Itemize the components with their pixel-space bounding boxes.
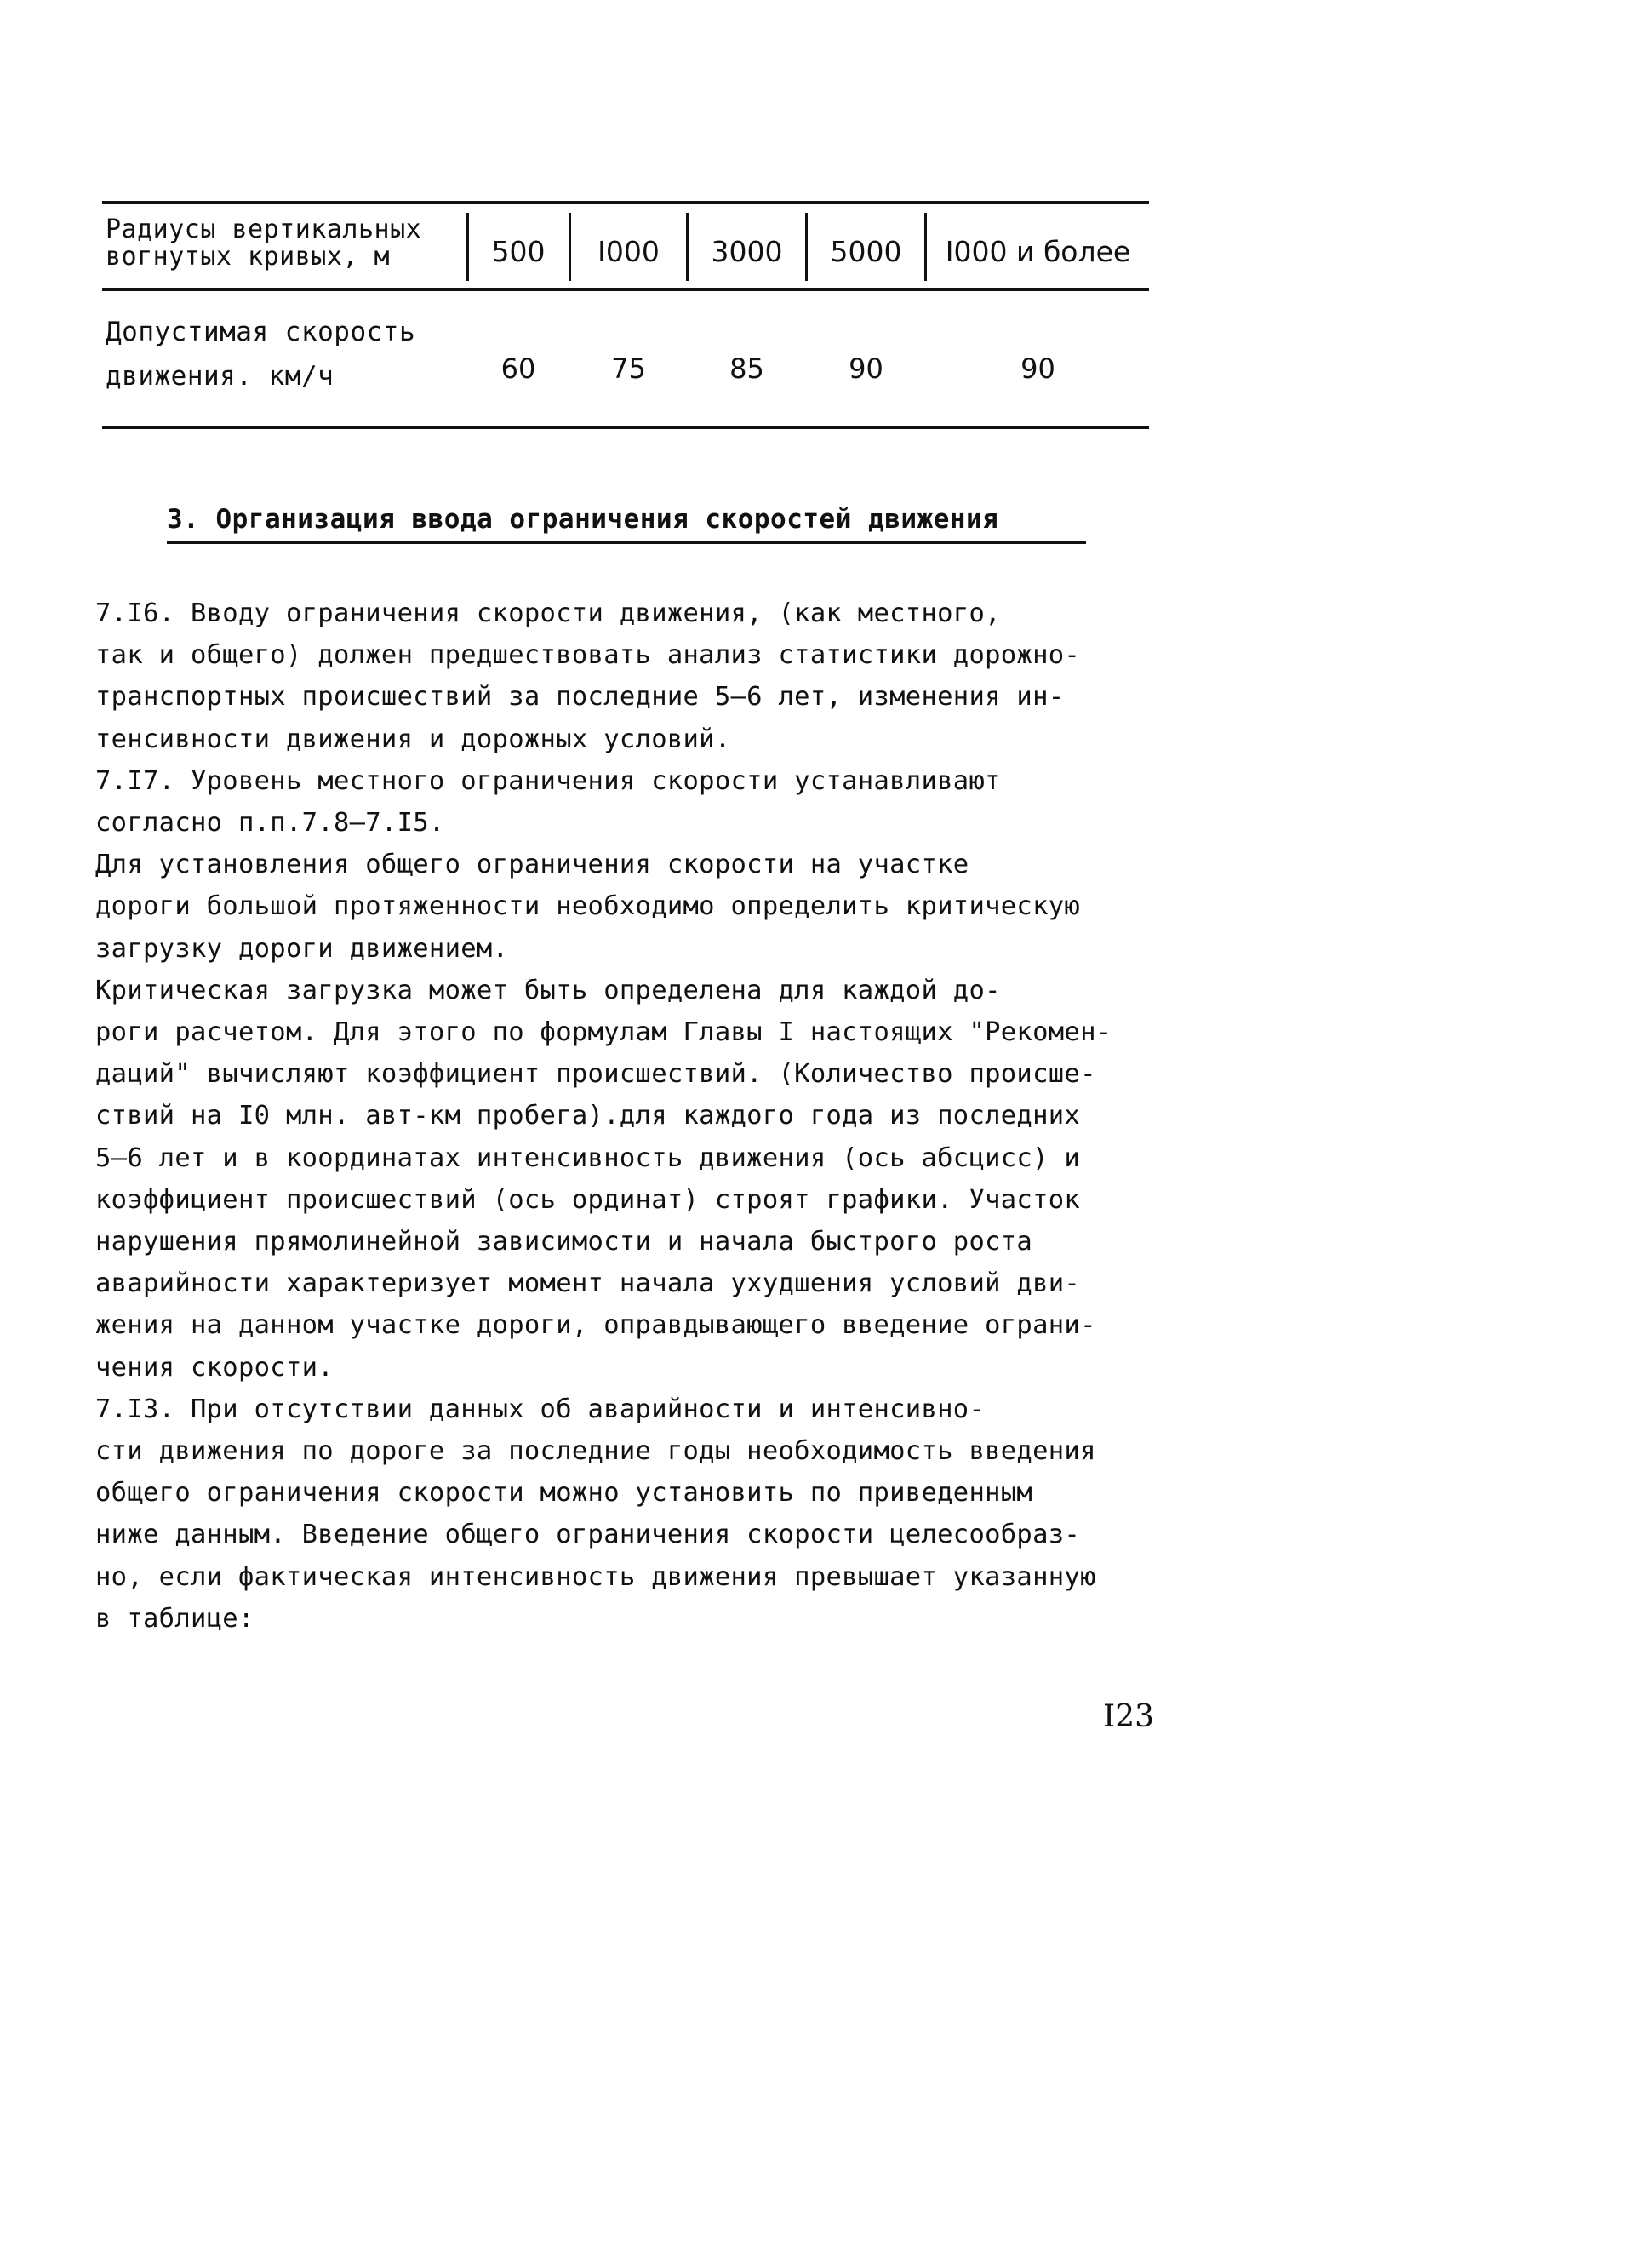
table-header-cell: I000 [597,235,660,268]
table-cell: 90 [1020,352,1055,385]
table-cell: 60 [500,352,536,385]
speed-limit-table [102,201,1149,429]
section-heading: 3. Организация ввода ограничения скоростей движения [167,504,999,535]
table-cell: 75 [611,352,646,385]
paragraph: 7.I7. Уровень местного ограничения скорости устанавливают согласно п.п.7.8–7.I5. [95,765,1001,839]
paragraph: Критическая загрузка может быть определена для каждой до- роги расчетом. Для этого по формулам Главы I настоящих "Рекомен- даций" вычисляют коэффициент происшествий. (Количество происше- ствий на I0 млн. авт-км пробега).для каждого года из последних 5–6 лет и в координатах интенсивность движения (ось абсцисс) и коэффициент происшествий (ось ординат) строят графики. Участок нарушения прямолинейной зависимости и начала быстрого роста аварийности характеризует момент начала ухудшения условий дви- жения на данном участке дороги, оправдывающего введение ограни- чения скорости. [95,975,1112,1383]
paragraph: Для установления общего ограничения скорости на участке дороги большой протяженности необходимо определить критическую загрузку дороги движением. [95,850,1081,964]
table-header-cell: 5000 [830,235,902,268]
heading-underline [167,541,1086,544]
table-bottom-rule [102,426,1149,429]
table-header-rule [102,288,1149,291]
table-top-rule [102,201,1149,204]
table-header-cell: 500 [491,235,546,268]
body-text [95,593,1176,1640]
paragraph: 7.I6. Вводу ограничения скорости движения, (как местного, так и общего) должен предшествовать анализ статистики дорожно- транспортных происшествий за последние 5–6 лет, изменения ин- тенсивности движения и дорожных условий. [95,598,1081,754]
paragraph: 7.I3. При отсутствии данных об аварийности и интенсивно- сти движения по дороге за последние годы необходимость введения общего ограничения скорости можно установить по приведенным ниже данным. Введение общего ограничения скорости целесообраз- но, если фактическая интенсивность движения превышает указанную в таблице: [95,1394,1096,1634]
table-cell: 90 [849,352,883,385]
table-row-label: Допустимая скорость движения. км/ч [106,317,416,392]
table-header-cell: 3000 [711,235,783,268]
table-header-cell: I000 и более [945,235,1131,268]
table-header-label: Радиусы вертикальных вогнутых кривых, м [106,215,422,272]
page-number: I23 [1103,1699,1155,1734]
table-cell: 85 [729,352,764,385]
